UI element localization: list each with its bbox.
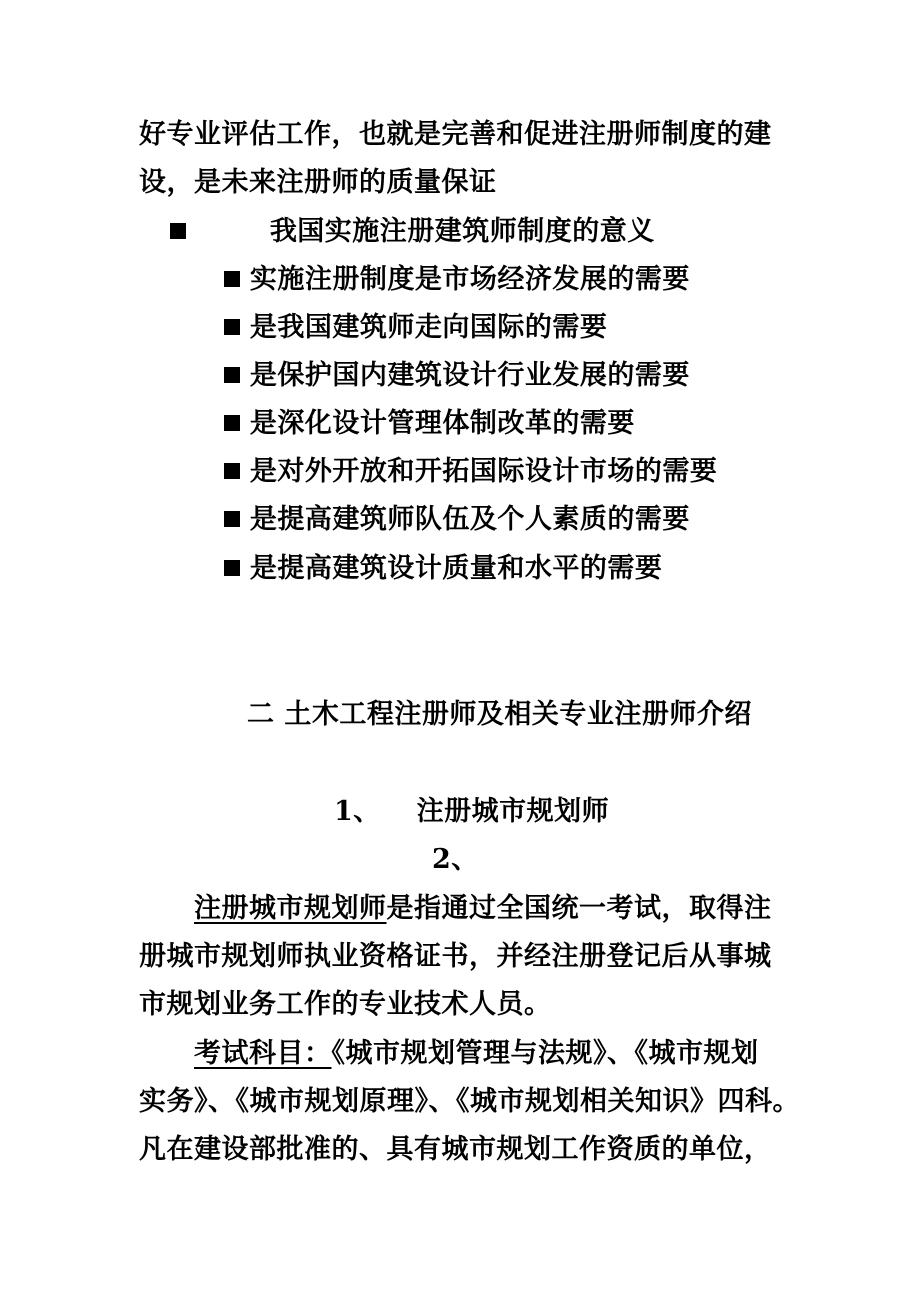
square-bullet-icon [224,367,240,383]
bullet-item [224,455,717,489]
bullet-text: 实施注册制度是市场经济发展的需要 [249,264,690,295]
exam-label: 考试科目： [194,1038,332,1069]
square-bullet-icon [224,415,240,431]
bullet-text: 是提高建筑师队伍及个人素质的需要 [249,504,690,535]
definition-term: 注册城市规划师 [194,893,387,924]
item-2-number: 2、 [432,844,479,875]
chapter-title: 二 土木工程注册师及相关专业注册师介绍 [247,699,752,730]
definition-line-3: 市规划业务工作的专业技术人员。 [139,989,552,1020]
section-heading-row [170,215,655,249]
intro-line-1: 好专业评估工作，也就是完善和促进注册师制度的建 [139,119,772,150]
bullet-item [224,552,662,586]
item-1-label: 注册城市规划师 [416,796,610,827]
bullet-item [224,311,607,345]
square-bullet-icon [224,463,240,479]
bullet-item [224,407,635,441]
bullet-text: 是深化设计管理体制改革的需要 [249,408,635,439]
bullet-item [224,263,690,297]
bullet-text: 是保护国内建筑设计行业发展的需要 [249,360,690,391]
definition-line-2: 册城市规划师执业资格证书，并经注册登记后从事城 [139,941,772,972]
definition-text: 是指通过全国统一考试，取得注 [386,893,772,924]
intro-line-2: 设，是未来注册师的质量保证 [139,167,497,198]
bullet-text: 是对外开放和开拓国际设计市场的需要 [249,456,718,487]
exam-line-1 [194,1037,759,1071]
exam-text: 《城市规划管理与法规》、《城市规划 [331,1038,759,1069]
square-bullet-icon [224,319,240,335]
square-bullet-icon [224,560,240,576]
section-heading: 我国实施注册建筑师制度的意义 [269,216,655,247]
bullet-text: 是我国建筑师走向国际的需要 [249,312,608,343]
square-bullet-icon [170,223,186,239]
item-1-heading [334,795,609,829]
definition-line-1 [194,892,772,926]
item-1-number: 1、 [334,796,381,827]
bullet-item [224,503,690,537]
exam-line-3: 凡在建设部批准的、具有城市规划工作资质的单位， [139,1134,772,1165]
bullet-item [224,359,690,393]
square-bullet-icon [224,511,240,527]
square-bullet-icon [224,271,240,287]
exam-line-2: 实务》、《城市规划原理》、《城市规划相关知识》四科。 [139,1086,800,1117]
bullet-text: 是提高建筑设计质量和水平的需要 [249,553,663,584]
